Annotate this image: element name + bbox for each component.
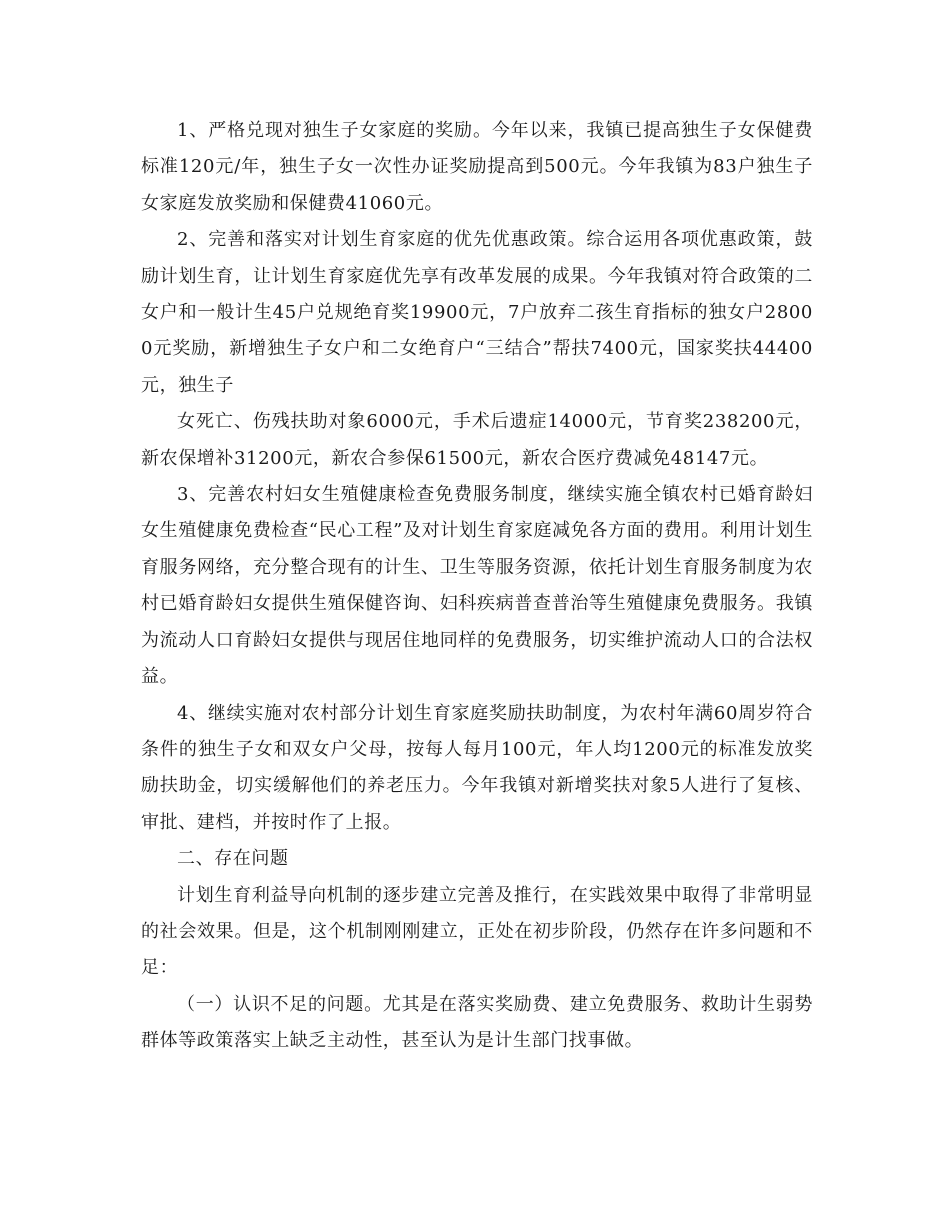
paragraph-problems-intro: 计划生育利益导向机制的逐步建立完善及推行，在实践效果中取得了非常明显的社会效果。但是，这个机制刚刚建立，正处在初步阶段，仍然存在许多问题和不足： [141,884,813,979]
paragraph-rural-reward-system: 4、继续实施对农村部分计划生育家庭奖励扶助制度，为农村年满60周岁符合条件的独生子女和双女户父母，按每人每月100元，年人均1200元的标准发放奖励扶助金，切实缓解他们的养老压力。今年我镇对新增奖扶对象5人进行了复核、审批、建档，并按时作了上报。 [141,702,813,833]
paragraph-subsidy-amounts: 女死亡、伤残扶助对象6000元，手术后遗症14000元，节育奖238200元，新农保增补31200元，新农合参保61500元，新农合医疗费减免48147元。 [141,411,813,469]
document-body [141,113,813,1060]
section-heading-problems: 二、存在问题 [177,848,289,870]
paragraph-preferential-policies: 2、完善和落实对计划生育家庭的优先优惠政策。综合运用各项优惠政策，鼓励计划生育，让计划生育家庭优先享有改革发展的成果。今年我镇对符合政策的二女户和一般计生45户兑规绝育奖19900元，7户放弃二孩生育指标的独女户28000元奖励，新增独生子女户和二女绝育户“三结合”帮扶7400元，国家奖扶44400元，独生子 [141,229,813,396]
paragraph-reproductive-health: 3、完善农村妇女生殖健康检查免费服务制度，继续实施全镇农村已婚育龄妇女生殖健康免费检查“民心工程”及对计划生育家庭减免各方面的费用。利用计划生育服务网络，充分整合现有的计生、卫生等服务资源，依托计划生育服务制度为农村已婚育龄妇女提供生殖保健咨询、妇科疾病普查普治等生殖健康免费服务。我镇为流动人口育龄妇女提供与现居住地同样的免费服务，切实维护流动人口的合法权益。 [141,484,813,688]
paragraph-problem-awareness: （一）认识不足的问题。尤其是在落实奖励费、建立免费服务、救助计生弱势群体等政策落实上缺乏主动性，甚至认为是计生部门找事做。 [141,993,813,1052]
paragraph-reward-only-child: 1、严格兑现对独生子女家庭的奖励。今年以来，我镇已提高独生子女保健费标准120元/年，独生子女一次性办证奖励提高到500元。今年我镇为83户独生子女家庭发放奖励和保健费41060元。 [141,120,813,214]
